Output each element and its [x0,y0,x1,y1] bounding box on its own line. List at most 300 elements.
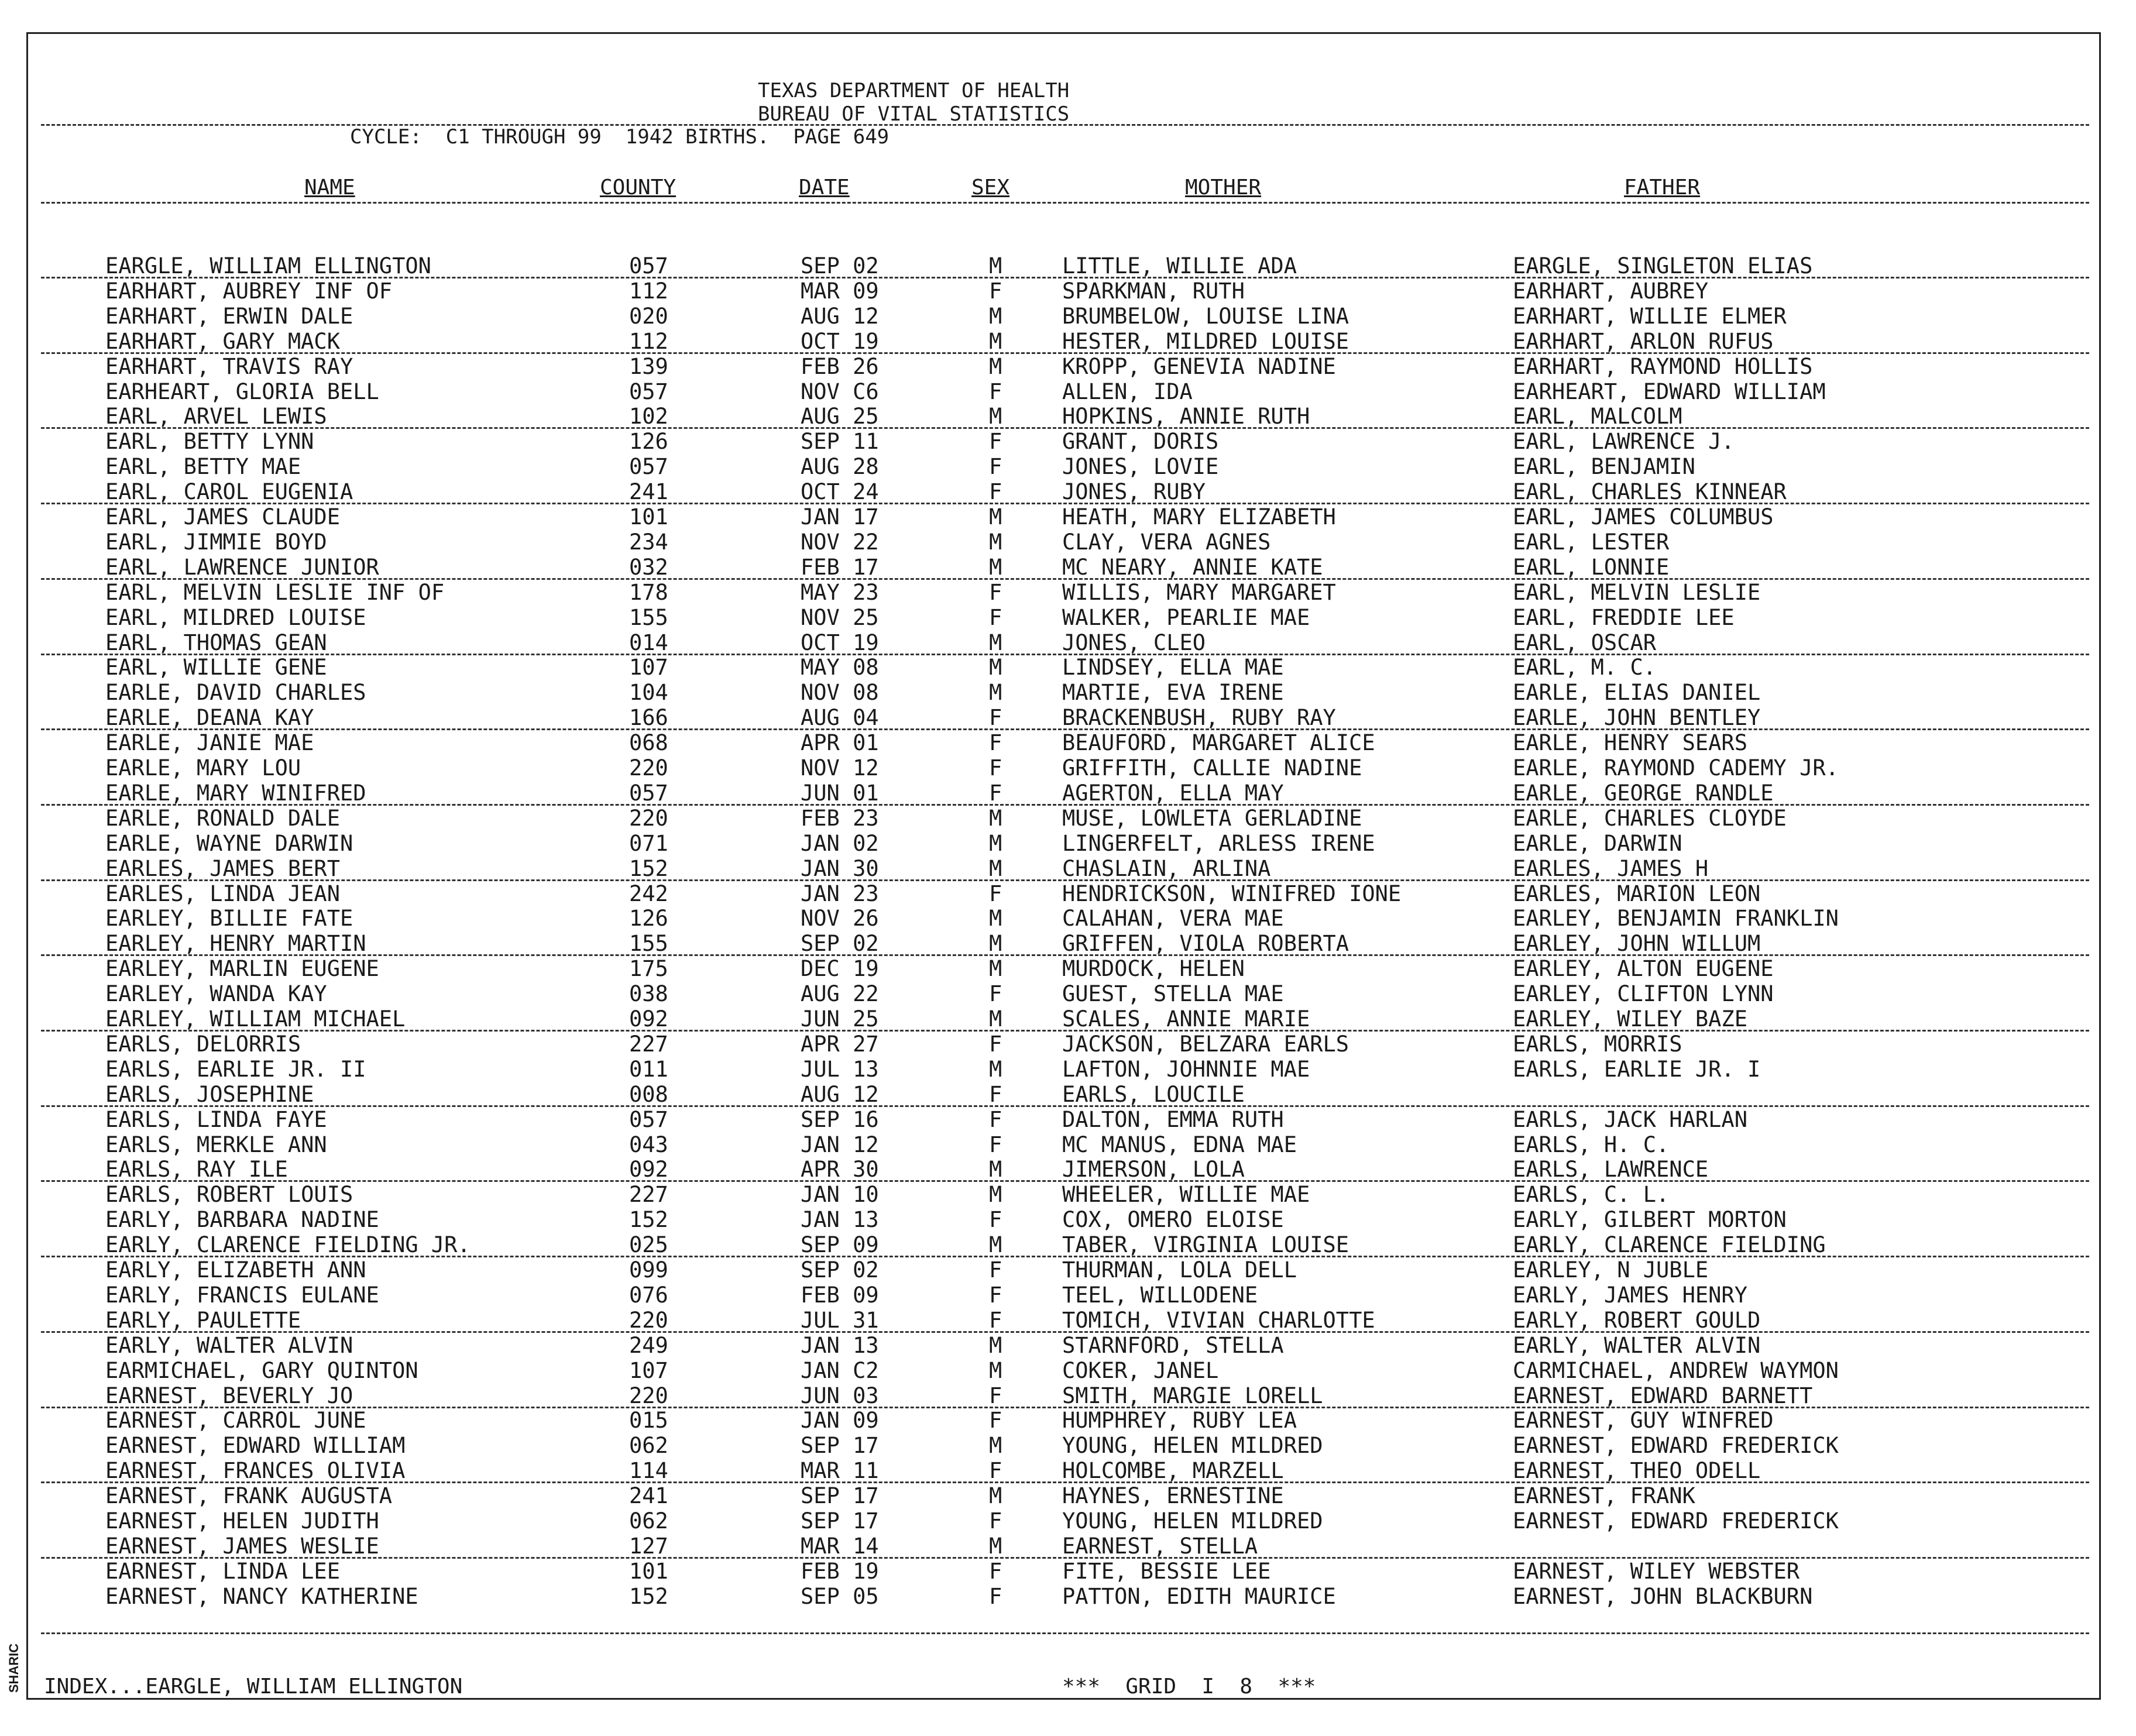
cell-sex: F [989,429,1002,455]
footer-index: INDEX...EARGLE, WILLIAM ELLINGTON [44,1675,463,1699]
cell-mother: HOLCOMBE, MARZELL [1062,1458,1284,1484]
cell-sex: M [989,855,1002,881]
cell-father: EARLE, ELIAS DANIEL [1513,680,1761,706]
table-row [0,454,2136,479]
cell-county: 107 [629,1357,668,1383]
table-row [0,530,2136,555]
cell-father: EARLS, JACK HARLAN [1513,1106,1747,1132]
cell-father: EARNEST, JOHN BLACKBURN [1513,1583,1813,1609]
cell-mother: GRANT, DORIS [1062,429,1219,455]
cell-date: MAY 23 [801,579,879,605]
cell-county: 038 [629,981,668,1007]
cell-name: EARLES, JAMES BERT [105,855,340,881]
cell-date: NOV 26 [801,906,879,931]
cell-county: 076 [629,1282,668,1308]
table-row [0,705,2136,730]
cell-county: 175 [629,956,668,982]
cell-mother: GUEST, STELLA MAE [1062,981,1284,1007]
table-row [0,655,2136,680]
cell-mother: YOUNG, HELEN MILDRED [1062,1433,1323,1459]
cell-sex: M [989,906,1002,931]
cell-father: EARL, MELVIN LESLIE [1513,579,1761,605]
cell-date: APR 27 [801,1031,879,1057]
cell-father: EARLEY, WILEY BAZE [1513,1006,1747,1032]
cell-sex: F [989,379,1002,404]
cell-mother: CLAY, VERA AGNES [1062,529,1271,555]
cell-date: FEB 23 [801,805,879,831]
row-separator [41,1632,2089,1634]
table-row [0,1308,2136,1333]
row-separator [41,1557,2089,1559]
cell-father: EARLY, GILBERT MORTON [1513,1207,1787,1233]
cell-date: NOV C6 [801,379,879,404]
cell-sex: F [989,755,1002,781]
cell-name: EARNEST, FRANCES OLIVIA [105,1458,406,1484]
cell-name: EARNEST, CARROL JUNE [105,1408,366,1434]
cell-father: EARNEST, WILEY WEBSTER [1513,1558,1800,1584]
cell-mother: EARLS, LOUCILE [1062,1081,1245,1107]
cell-mother: TEEL, WILLODENE [1062,1282,1258,1308]
cell-county: 102 [629,404,668,429]
cell-mother: SCALES, ANNIE MARIE [1062,1006,1310,1032]
cell-father: EARNEST, FRANK [1513,1483,1695,1509]
cell-mother: HAYNES, ERNESTINE [1062,1483,1284,1509]
table-row [0,956,2136,981]
cell-name: EARHEART, GLORIA BELL [105,379,379,404]
cell-father: EARLE, JOHN BENTLEY [1513,705,1761,731]
table-row [0,680,2136,705]
cell-mother: EARNEST, STELLA [1062,1533,1258,1559]
cell-mother: TABER, VIRGINIA LOUISE [1062,1232,1349,1258]
table-row [0,1483,2136,1508]
cell-county: 227 [629,1182,668,1208]
cell-name: EARLY, CLARENCE FIELDING JR. [105,1232,471,1258]
cell-father: EARLE, DARWIN [1513,830,1682,856]
cell-date: JAN C2 [801,1357,879,1383]
row-separator [41,1030,2089,1032]
cell-county: 032 [629,554,668,580]
cell-father: EARLEY, ALTON EUGENE [1513,956,1774,982]
cell-county: 126 [629,429,668,455]
table-row [0,1458,2136,1483]
cell-date: SEP 02 [801,931,879,957]
table-row [0,1132,2136,1157]
cell-date: AUG 12 [801,303,879,329]
cell-sex: M [989,680,1002,706]
cell-father: EARHART, WILLIE ELMER [1513,303,1787,329]
table-row [0,279,2136,304]
cell-father: EARHART, ARLON RUFUS [1513,328,1774,354]
cell-mother: HEATH, MARY ELIZABETH [1062,504,1336,530]
cell-sex: F [989,730,1002,756]
cell-sex: M [989,956,1002,982]
cell-father: EARLEY, N JUBLE [1513,1257,1709,1283]
cell-father: EARNEST, EDWARD FREDERICK [1513,1508,1839,1534]
cell-county: 112 [629,328,668,354]
cell-sex: F [989,604,1002,630]
column-header-sex: SEX [971,176,1010,200]
cell-sex: M [989,504,1002,530]
cell-father: EARLS, C. L. [1513,1182,1670,1208]
table-row [0,1232,2136,1257]
cell-father: EARL, LESTER [1513,529,1670,555]
cell-county: 014 [629,630,668,655]
cell-name: EARL, BETTY LYNN [105,429,314,455]
cell-sex: M [989,1232,1002,1258]
table-row [0,1107,2136,1132]
row-separator [41,1331,2089,1333]
cell-father: EARLEY, BENJAMIN FRANKLIN [1513,906,1839,931]
cell-date: OCT 19 [801,630,879,655]
cell-county: 155 [629,931,668,957]
cell-date: SEP 02 [801,1257,879,1283]
cell-county: 011 [629,1056,668,1082]
table-row [0,304,2136,329]
row-separator [41,1180,2089,1182]
cell-date: JUN 01 [801,780,879,806]
cell-county: 101 [629,1558,668,1584]
cell-sex: F [989,1408,1002,1434]
cell-mother: BRACKENBUSH, RUBY RAY [1062,705,1336,731]
cell-name: EARGLE, WILLIAM ELLINGTON [105,253,431,279]
cell-father: EARL, M. C. [1513,655,1657,680]
cell-date: SEP 17 [801,1433,879,1459]
table-row [0,354,2136,379]
cell-county: 114 [629,1458,668,1484]
table-row [0,605,2136,630]
side-label-text: SHARIC [6,1643,21,1693]
row-separator [41,1105,2089,1107]
cell-date: AUG 12 [801,1081,879,1107]
cell-county: 249 [629,1332,668,1358]
row-separator [41,277,2089,279]
cell-date: JUL 31 [801,1307,879,1333]
cell-name: EARL, MELVIN LESLIE INF OF [105,579,445,605]
row-separator [41,1256,2089,1257]
cell-county: 220 [629,805,668,831]
cell-father: EARL, FREDDIE LEE [1513,604,1735,630]
table-row [0,931,2136,956]
cell-county: 152 [629,855,668,881]
cell-name: EARLY, BARBARA NADINE [105,1207,379,1233]
table-row [0,1032,2136,1057]
table-row [0,1182,2136,1207]
cell-county: 008 [629,1081,668,1107]
table-row [0,906,2136,931]
cell-county: 068 [629,730,668,756]
cell-father: EARLES, JAMES H [1513,855,1709,881]
cell-date: FEB 17 [801,554,879,580]
cell-date: AUG 28 [801,454,879,480]
table-row [0,856,2136,881]
table-row [0,630,2136,655]
cell-name: EARL, WILLIE GENE [105,655,327,680]
cell-date: SEP 05 [801,1583,879,1609]
cell-father: EARNEST, THEO ODELL [1513,1458,1761,1484]
cell-mother: LINDSEY, ELLA MAE [1062,655,1284,680]
cell-father: EARLS, EARLIE JR. I [1513,1056,1761,1082]
cell-county: 220 [629,755,668,781]
cell-name: EARLE, DEANA KAY [105,705,314,731]
row-separator [41,728,2089,730]
cell-mother: TOMICH, VIVIAN CHARLOTTE [1062,1307,1375,1333]
cell-county: 241 [629,1483,668,1509]
cell-date: SEP 09 [801,1232,879,1258]
cell-father: EARLE, CHARLES CLOYDE [1513,805,1787,831]
cell-name: EARLS, MERKLE ANN [105,1132,327,1157]
cell-name: EARL, MILDRED LOUISE [105,604,366,630]
cell-mother: KROPP, GENEVIA NADINE [1062,353,1336,379]
cell-sex: F [989,1081,1002,1107]
cell-sex: M [989,1483,1002,1509]
cell-county: 127 [629,1533,668,1559]
cell-father: EARL, JAMES COLUMBUS [1513,504,1774,530]
cell-mother: LITTLE, WILLIE ADA [1062,253,1297,279]
cell-date: NOV 08 [801,680,879,706]
cell-name: EARL, THOMAS GEAN [105,630,327,655]
cell-father: EARLES, MARION LEON [1513,881,1761,906]
cell-county: 139 [629,353,668,379]
cell-date: JAN 13 [801,1207,879,1233]
cell-mother: WALKER, PEARLIE MAE [1062,604,1310,630]
cell-county: 234 [629,529,668,555]
cell-father: EARNEST, EDWARD FREDERICK [1513,1433,1839,1459]
cell-father: EARLEY, JOHN WILLUM [1513,931,1761,957]
cell-father: CARMICHAEL, ANDREW WAYMON [1513,1357,1839,1383]
cell-name: EARLS, JOSEPHINE [105,1081,314,1107]
cell-name: EARNEST, LINDA LEE [105,1558,340,1584]
cell-mother: HESTER, MILDRED LOUISE [1062,328,1349,354]
cell-mother: ALLEN, IDA [1062,379,1193,404]
cell-sex: F [989,1558,1002,1584]
cell-name: EARLS, LINDA FAYE [105,1106,327,1132]
cell-name: EARL, JAMES CLAUDE [105,504,340,530]
cell-county: 057 [629,454,668,480]
cell-name: EARNEST, JAMES WESLIE [105,1533,379,1559]
row-separator [41,352,2089,354]
cell-county: 104 [629,680,668,706]
cell-sex: M [989,1357,1002,1383]
cell-mother: HUMPHREY, RUBY LEA [1062,1408,1297,1434]
cell-sex: M [989,1533,1002,1559]
cell-county: 126 [629,906,668,931]
table-row [0,881,2136,906]
cell-sex: F [989,1207,1002,1233]
cell-sex: M [989,1157,1002,1182]
side-label [2,1632,26,1703]
cell-sex: F [989,454,1002,480]
row-separator [41,654,2089,655]
cell-date: NOV 12 [801,755,879,781]
cell-date: SEP 11 [801,429,879,455]
cell-date: DEC 19 [801,956,879,982]
cell-mother: LINGERFELT, ARLESS IRENE [1062,830,1375,856]
table-row [0,1559,2136,1584]
cell-mother: MARTIE, EVA IRENE [1062,680,1284,706]
cell-date: FEB 26 [801,353,879,379]
cell-date: AUG 25 [801,404,879,429]
footer-grid: *** GRID I 8 *** [1062,1675,1316,1699]
table-row [0,555,2136,580]
cell-sex: F [989,1031,1002,1057]
cell-date: JAN 02 [801,830,879,856]
cell-sex: F [989,1132,1002,1157]
cell-county: 020 [629,303,668,329]
cell-county: 241 [629,479,668,505]
cell-county: 057 [629,379,668,404]
table-row [0,755,2136,781]
cell-sex: M [989,830,1002,856]
cell-sex: M [989,404,1002,429]
cell-mother: MC MANUS, EDNA MAE [1062,1132,1297,1157]
table-row [0,1006,2136,1032]
cell-date: JAN 12 [801,1132,879,1157]
cell-sex: M [989,303,1002,329]
cell-date: MAY 08 [801,655,879,680]
row-separator [41,1407,2089,1408]
cell-mother: THURMAN, LOLA DELL [1062,1257,1297,1283]
cell-name: EARL, CAROL EUGENIA [105,479,353,505]
cell-name: EARNEST, EDWARD WILLIAM [105,1433,406,1459]
cell-sex: M [989,1006,1002,1032]
cell-father: EARLY, ROBERT GOULD [1513,1307,1761,1333]
cell-sex: F [989,881,1002,906]
cell-county: 071 [629,830,668,856]
cell-mother: JONES, CLEO [1062,630,1206,655]
cell-mother: HOPKINS, ANNIE RUTH [1062,404,1310,429]
cell-name: EARLE, WAYNE DARWIN [105,830,353,856]
cell-mother: PATTON, EDITH MAURICE [1062,1583,1336,1609]
cell-name: EARL, BETTY MAE [105,454,301,480]
cell-date: NOV 25 [801,604,879,630]
cell-mother: WILLIS, MARY MARGARET [1062,579,1336,605]
table-row [0,1333,2136,1358]
cell-name: EARLY, PAULETTE [105,1307,301,1333]
cell-mother: STARNFORD, STELLA [1062,1332,1284,1358]
cell-date: JAN 09 [801,1408,879,1434]
cell-date: NOV 22 [801,529,879,555]
table-row [0,831,2136,856]
cell-date: JUN 25 [801,1006,879,1032]
cell-name: EARL, ARVEL LEWIS [105,404,327,429]
cell-mother: CALAHAN, VERA MAE [1062,906,1284,931]
cell-mother: MURDOCK, HELEN [1062,956,1245,982]
cell-date: JAN 30 [801,855,879,881]
cell-mother: GRIFFITH, CALLIE NADINE [1062,755,1362,781]
cell-sex: M [989,353,1002,379]
cell-name: EARLEY, BILLIE FATE [105,906,353,931]
cell-mother: DALTON, EMMA RUTH [1062,1106,1284,1132]
cell-name: EARLS, DELORRIS [105,1031,301,1057]
cell-mother: FITE, BESSIE LEE [1062,1558,1271,1584]
cell-county: 101 [629,504,668,530]
cell-name: EARLY, FRANCIS EULANE [105,1282,379,1308]
cell-county: 092 [629,1157,668,1182]
column-header-date: DATE [799,176,850,200]
cell-sex: M [989,805,1002,831]
cell-county: 242 [629,881,668,906]
cell-mother: MC NEARY, ANNIE KATE [1062,554,1323,580]
cell-name: EARHART, ERWIN DALE [105,303,353,329]
cell-mother: BEAUFORD, MARGARET ALICE [1062,730,1375,756]
cell-mother: AGERTON, ELLA MAY [1062,780,1284,806]
cell-name: EARLS, RAY ILE [105,1157,288,1182]
cell-date: FEB 19 [801,1558,879,1584]
column-header-county: COUNTY [600,176,676,200]
cell-sex: M [989,529,1002,555]
header-agency: TEXAS DEPARTMENT OF HEALTH [758,79,1070,102]
cell-father: EARHART, AUBREY [1513,278,1709,304]
cell-name: EARLS, ROBERT LOUIS [105,1182,353,1208]
cell-county: 220 [629,1383,668,1408]
header-bureau: BUREAU OF VITAL STATISTICS [758,102,1070,126]
cell-sex: F [989,479,1002,505]
cell-mother: JONES, RUBY [1062,479,1206,505]
cell-father: EARL, CHARLES KINNEAR [1513,479,1787,505]
cell-date: AUG 04 [801,705,879,731]
cell-father: EARLY, CLARENCE FIELDING [1513,1232,1826,1258]
cell-sex: M [989,253,1002,279]
table-row [0,1257,2136,1283]
row-separator [41,427,2089,429]
cell-date: JUL 13 [801,1056,879,1082]
cell-father: EARL, LAWRENCE J. [1513,429,1735,455]
table-row [0,504,2136,530]
table-row [0,429,2136,454]
cell-date: APR 01 [801,730,879,756]
column-header-mother: MOTHER [1185,176,1262,200]
table-row [0,479,2136,504]
cell-father: EARL, BENJAMIN [1513,454,1695,480]
cell-county: 057 [629,1106,668,1132]
table-row [0,806,2136,831]
cell-date: JAN 23 [801,881,879,906]
cell-sex: F [989,278,1002,304]
cell-name: EARLS, EARLIE JR. II [105,1056,366,1082]
cell-county: 155 [629,604,668,630]
column-header-father: FATHER [1624,176,1701,200]
cell-county: 057 [629,253,668,279]
cell-county: 107 [629,655,668,680]
table-row [0,1383,2136,1408]
cell-father: EARL, LONNIE [1513,554,1670,580]
cell-father: EARLE, HENRY SEARS [1513,730,1747,756]
header-cycle: CYCLE: C1 THROUGH 99 1942 BIRTHS. PAGE 649 [350,125,890,149]
cell-sex: F [989,579,1002,605]
cell-county: 062 [629,1433,668,1459]
cell-name: EARL, LAWRENCE JUNIOR [105,554,379,580]
cell-date: JUN 03 [801,1383,879,1408]
table-row [0,329,2136,354]
cell-mother: WHEELER, WILLIE MAE [1062,1182,1310,1208]
cell-mother: JONES, LOVIE [1062,454,1219,480]
column-header-name: NAME [304,176,355,200]
cell-father: EARL, MALCOLM [1513,404,1682,429]
cell-name: EARLE, MARY WINIFRED [105,780,366,806]
cell-father: EARHEART, EDWARD WILLIAM [1513,379,1826,404]
table-row [0,1057,2136,1082]
cell-mother: CHASLAIN, ARLINA [1062,855,1271,881]
cell-mother: MUSE, LOWLETA GERLADINE [1062,805,1362,831]
table-row [0,580,2136,605]
cell-county: 099 [629,1257,668,1283]
table-row [0,1534,2136,1559]
cell-sex: M [989,1056,1002,1082]
cell-sex: F [989,1307,1002,1333]
cell-father: EARLS, LAWRENCE [1513,1157,1709,1182]
table-row [0,1584,2136,1609]
row-separator [41,503,2089,504]
